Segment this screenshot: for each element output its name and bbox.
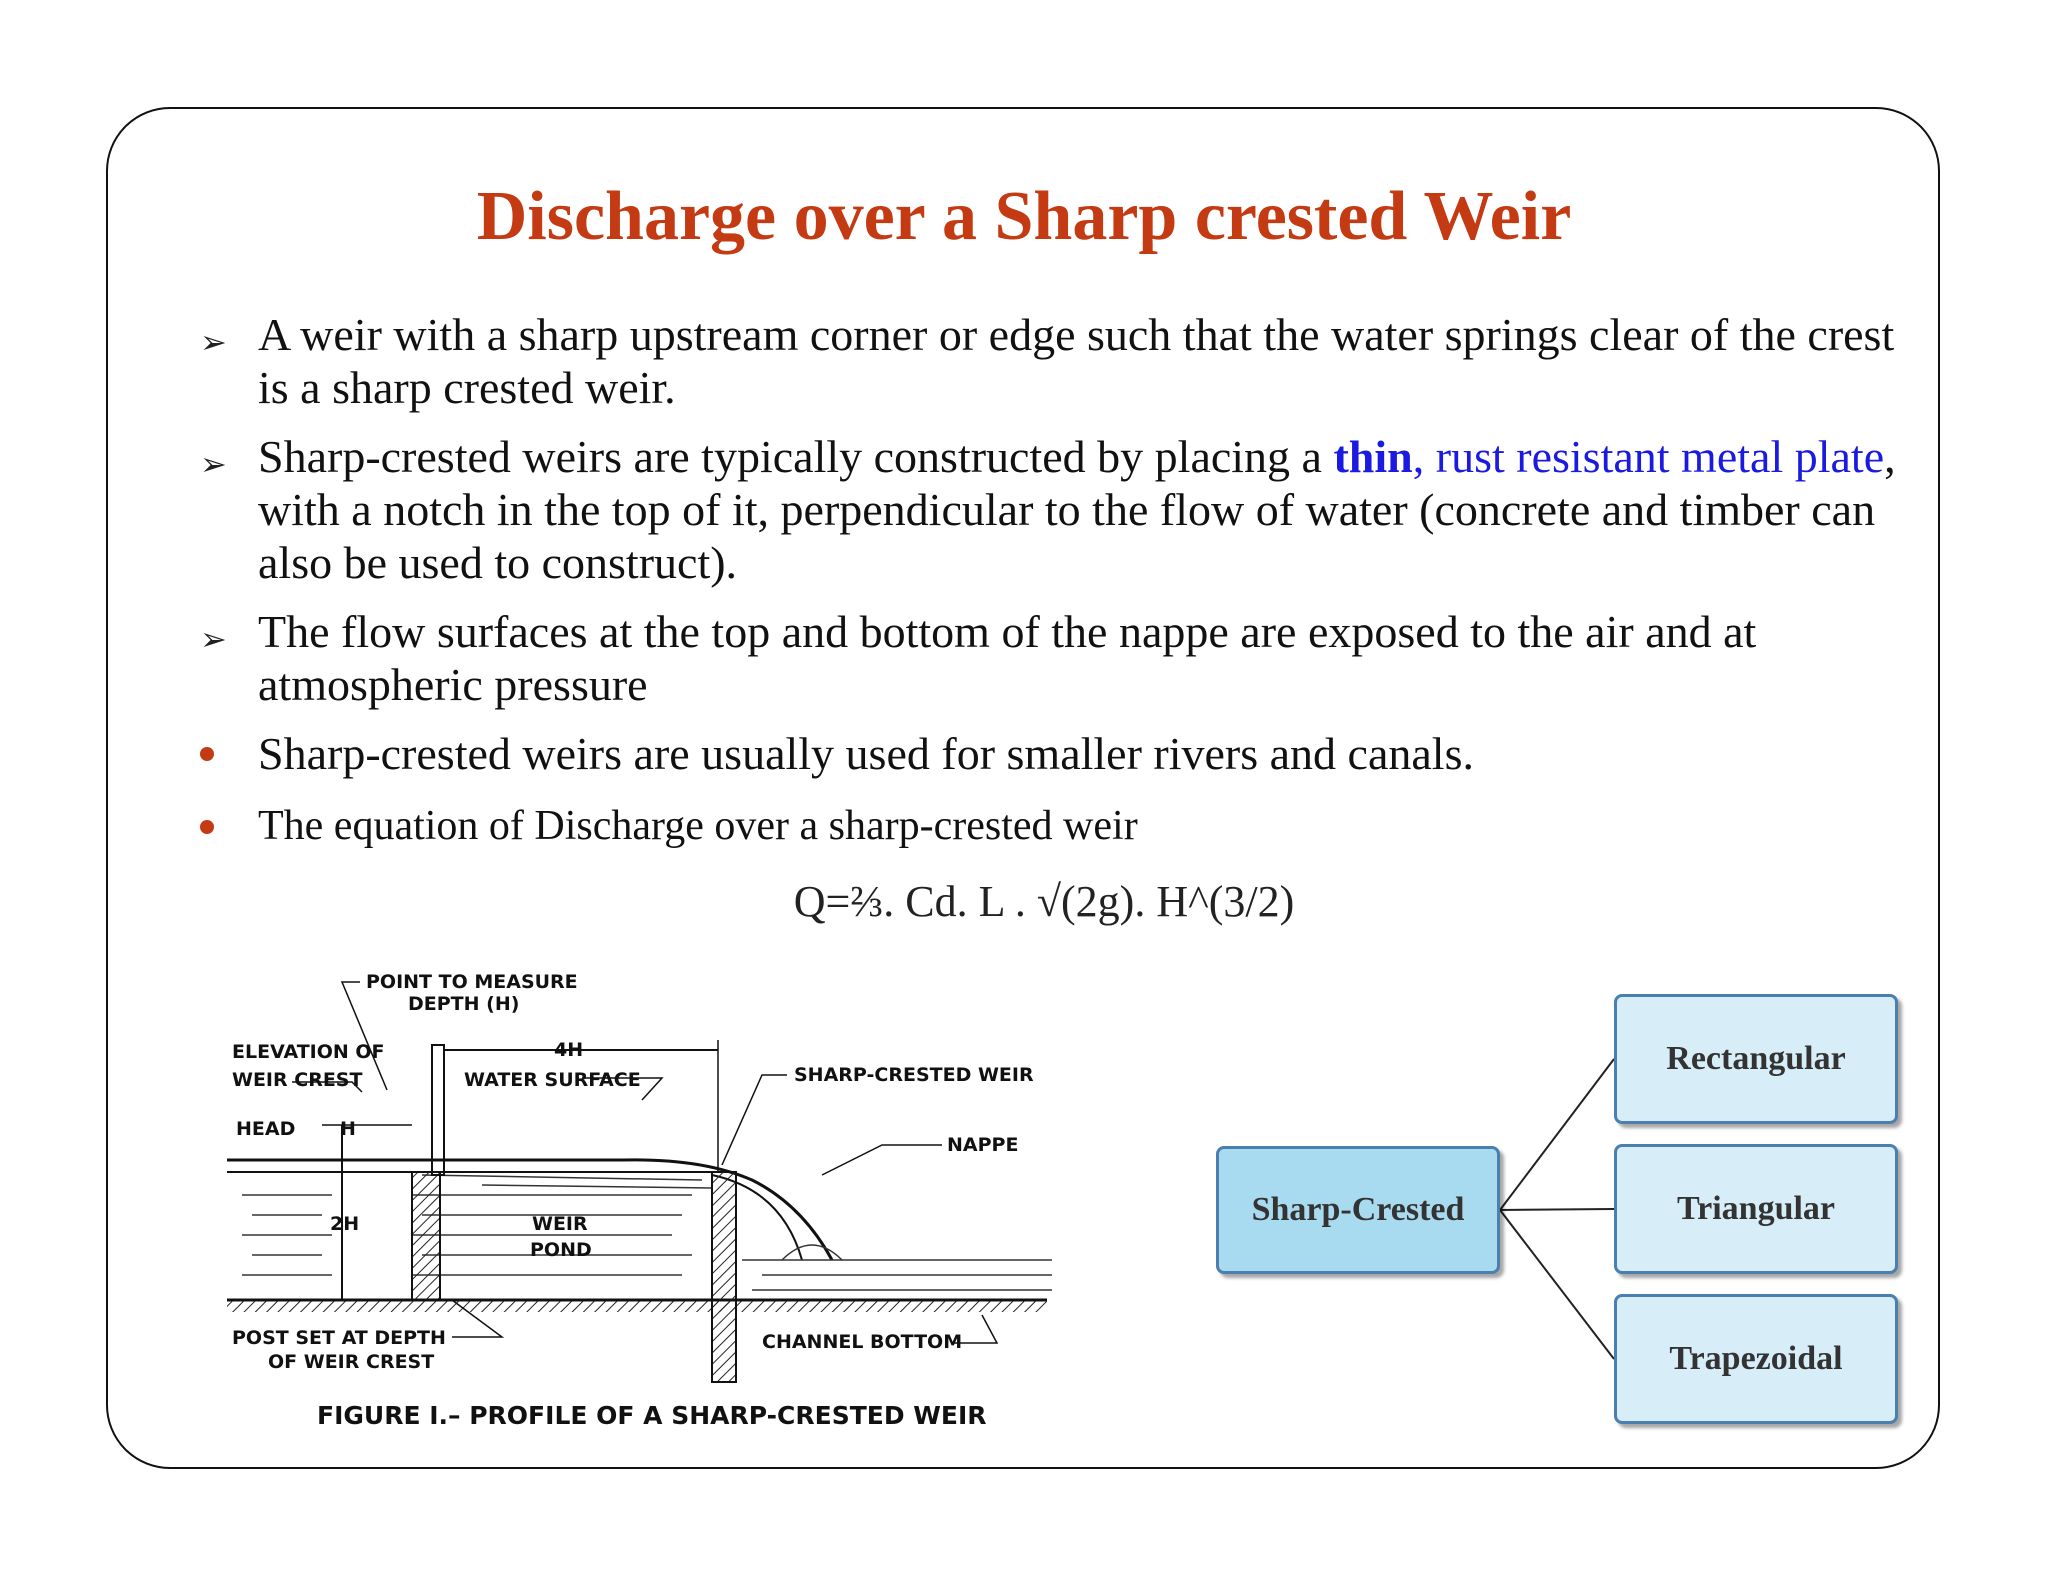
label-head: HEAD — [236, 1118, 296, 1140]
label-weir-crest: WEIR CREST — [232, 1069, 363, 1091]
label-weir: WEIR — [532, 1213, 588, 1235]
label-of-weir-crest: OF WEIR CREST — [268, 1351, 435, 1373]
tree-node-rectangular: Rectangular — [1614, 994, 1898, 1124]
bullet-item — [200, 605, 1900, 711]
label-water-surface: WATER SURFACE — [464, 1069, 641, 1091]
label-4h: 4H — [554, 1039, 584, 1061]
weir-types-diagram — [1210, 990, 1910, 1430]
slide-title: Discharge over a Sharp crested Weir — [476, 178, 1572, 255]
highlight-thin: thin — [1333, 431, 1413, 482]
dot-bullet-icon — [200, 820, 214, 834]
label-elevation-of: ELEVATION OF — [232, 1041, 385, 1063]
bullet-text: A weir with a sharp upstream corner or edge such that the water springs clear of the crest is a sharp crested weir. — [258, 309, 1895, 413]
bullet-text: Sharp-crested weirs are usually used for smaller rivers and canals. — [258, 728, 1474, 779]
downstream-water-lines — [742, 1245, 1052, 1290]
tree-node-trapezoidal: Trapezoidal — [1614, 1294, 1898, 1424]
bullet-text: Sharp-crested weirs are typically constructed by placing a — [258, 431, 1334, 482]
channel-bottom-hatch — [227, 1300, 1047, 1312]
bullet-item — [200, 727, 1900, 780]
bullet-list — [200, 308, 1900, 850]
discharge-equation: Q=⅔. Cd. L . √(2g). H^(3/2) — [793, 877, 1295, 926]
measuring-post — [412, 1172, 440, 1300]
label-point-to-measure: POINT TO MEASURE — [366, 971, 578, 993]
weir-profile-figure — [222, 960, 1062, 1440]
arrow-bullet-icon: ➢ — [200, 621, 227, 657]
label-pond: POND — [530, 1239, 592, 1261]
bullet-text-rest: , with a notch in the top of it, perpendicular to the flow of water (concrete and timber can also be used to construct). — [258, 431, 1896, 588]
bullet-item — [200, 430, 1900, 589]
label-sharp-crested-weir: SHARP-CRESTED WEIR — [794, 1064, 1034, 1086]
bullet-text: The equation of Discharge over a sharp-crested weir — [258, 803, 1138, 849]
label-nappe: NAPPE — [947, 1134, 1019, 1156]
dot-bullet-icon — [200, 747, 214, 761]
tree-node-sharp-crested: Sharp-Crested — [1216, 1146, 1500, 1274]
tree-node-triangular: Triangular — [1614, 1144, 1898, 1274]
label-channel-bottom: CHANNEL BOTTOM — [762, 1331, 963, 1353]
bullet-item — [200, 308, 1900, 414]
weir-plate — [712, 1172, 736, 1382]
label-depth-h: DEPTH (H) — [408, 993, 520, 1015]
bullet-item — [200, 802, 1900, 850]
weir-profile-drawing — [222, 960, 1062, 1440]
pond-water-lines — [242, 1175, 712, 1275]
bullet-text: The flow surfaces at the top and bottom of the nappe are exposed to the air and at atmospheric pressure — [258, 606, 1757, 710]
label-h: H — [340, 1118, 356, 1140]
arrow-bullet-icon: ➢ — [200, 324, 227, 360]
label-post-set-at-depth: POST SET AT DEPTH — [232, 1327, 446, 1349]
arrow-bullet-icon: ➢ — [200, 446, 227, 482]
figure-caption: FIGURE I.– PROFILE OF A SHARP-CRESTED WEIR — [317, 1401, 987, 1430]
highlight-metal-plate: , rust resistant metal plate — [1412, 431, 1885, 482]
label-2h: 2H — [330, 1213, 360, 1235]
